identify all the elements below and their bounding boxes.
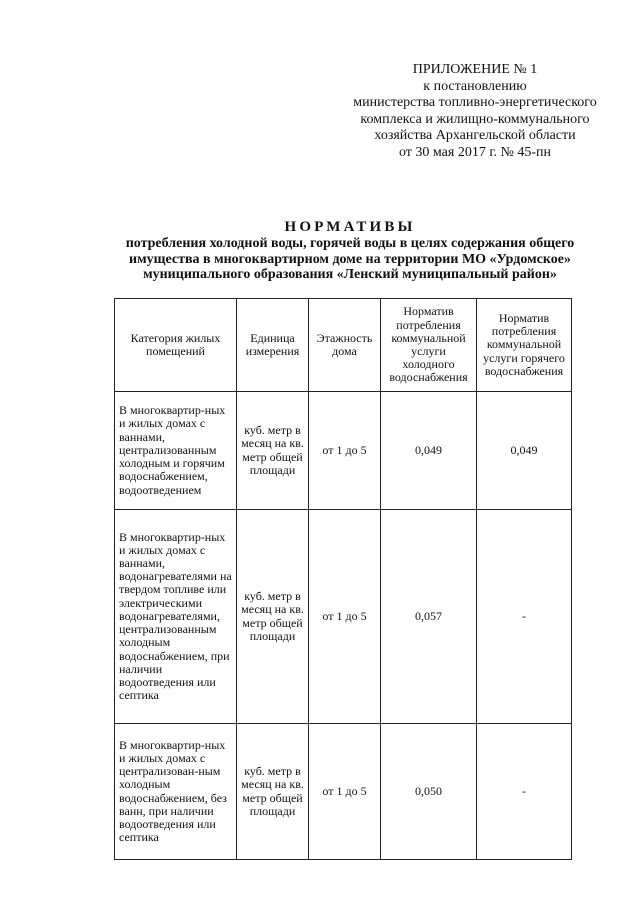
header-category: Категория жилых помещений	[115, 299, 237, 392]
table-header-row	[115, 299, 572, 392]
cell-floors: от 1 до 5	[309, 392, 381, 510]
cell-hot-norm: -	[477, 510, 572, 724]
cell-cold-norm: 0,049	[381, 392, 477, 510]
document-title: НОРМАТИВЫ	[284, 219, 416, 235]
header-unit: Единица измерения	[237, 299, 309, 392]
table-row	[115, 510, 572, 724]
norms-table	[114, 298, 572, 860]
document-heading	[60, 218, 640, 283]
header-cold-water-norm: Норматив потребления коммунальной услуги холодного водоснабжения	[381, 299, 477, 392]
document-subtitle-line: имущества в многоквартирном доме на территории МО «Урдомское»	[129, 251, 571, 267]
document-subtitle-line: потребления холодной воды, горячей воды в целях содержания общего	[125, 236, 575, 251]
cell-unit: куб. метр в месяц на кв. метр общей площади	[237, 724, 309, 860]
cell-cold-norm: 0,057	[381, 510, 477, 724]
cell-unit: куб. метр в месяц на кв. метр общей площади	[237, 392, 309, 510]
cell-floors: от 1 до 5	[309, 510, 381, 724]
cell-category: В многоквартир-ных и жилых домах с ваннами, централизованным холодным и горячим водоснабжением, водоотведением	[115, 392, 237, 510]
cell-category: В многоквартир-ных и жилых домах с централизован-ным холодным водоснабжением, без ванн, при наличии водоотведения или септика	[115, 724, 237, 860]
table-row	[115, 724, 572, 860]
cell-cold-norm: 0,050	[381, 724, 477, 860]
header-floors: Этажность дома	[309, 299, 381, 392]
cell-floors: от 1 до 5	[309, 724, 381, 860]
cell-category: В многоквартир-ных и жилых домах с ваннами, водонагревателями на твердом топливе или электрическими водонагревателями, централизованным холодным водоснабжением, при наличии водоотведения или септика	[115, 510, 237, 724]
appendix-date-line: от 30 мая 2017 г. № 45-пн	[398, 144, 552, 160]
table-row	[115, 392, 572, 510]
cell-unit: куб. метр в месяц на кв. метр общей площади	[237, 510, 309, 724]
appendix-line: комплекса и жилищно-коммунального	[360, 111, 590, 127]
appendix-title: ПРИЛОЖЕНИЕ № 1	[412, 62, 538, 77]
appendix-block	[330, 62, 620, 162]
appendix-line: министерства топливно-энергетического	[353, 95, 597, 111]
appendix-line: хозяйства Архангельской области	[374, 128, 576, 144]
cell-hot-norm: -	[477, 724, 572, 860]
appendix-line: к постановлению	[423, 78, 527, 94]
cell-hot-norm: 0,049	[477, 392, 572, 510]
header-hot-water-norm: Норматив потребления коммунальной услуги горячего водоснабжения	[477, 299, 572, 392]
document-subtitle-line: муниципального образования «Ленский муниципальный район»	[143, 267, 557, 282]
